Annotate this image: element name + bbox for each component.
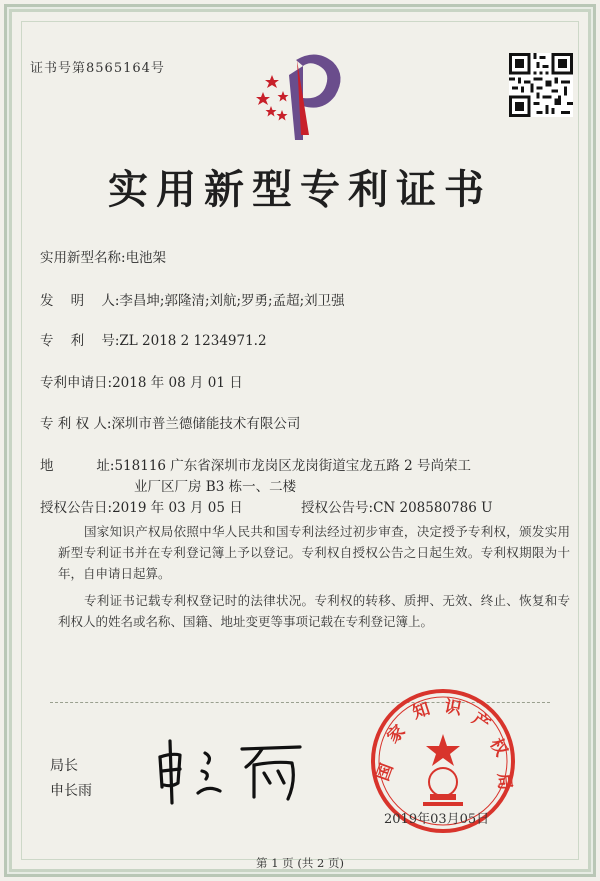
- field-grant-date: [40, 496, 243, 516]
- grant-no-value: CN 208580786 U: [373, 500, 493, 516]
- app-date-value: 2018 年 08 月 01 日: [112, 375, 243, 391]
- field-utility-model-name: [40, 246, 166, 266]
- certificate-number: 证书号第8565164号: [30, 61, 165, 76]
- grant-date-label: 授权公告日:: [40, 500, 113, 516]
- name-value: 电池架: [125, 250, 167, 266]
- field-patentee: [40, 412, 300, 432]
- grant-no-label: 授权公告号:: [301, 500, 374, 516]
- address-label: 地 址:: [40, 458, 115, 474]
- inventor-value: 李昌坤;郭隆清;刘航;罗勇;孟超;刘卫强: [119, 293, 345, 309]
- svg-text:局: 局: [493, 772, 515, 791]
- owner-value: 深圳市普兰德储能技术有限公司: [111, 416, 301, 432]
- qr-code: [509, 53, 573, 117]
- grant-date-value: 2019 年 03 月 05 日: [112, 500, 243, 516]
- director-title: 局长: [50, 758, 78, 774]
- paragraph-grant-notice: 国家知识产权局依照中华人民共和国专利法经过初步审查，决定授予专利权，颁发实用新型专利证书并在专利登记簿上予以登记。专利权自授权公告之日起生效。专利权期限为十年，自申请日起算。: [58, 524, 570, 581]
- director-name: 申长雨: [50, 783, 92, 799]
- inventor-label: 发 明 人:: [40, 293, 120, 309]
- owner-label: 专 利 权 人:: [40, 416, 112, 432]
- field-address: [40, 454, 471, 474]
- page-number: 第 1 页 (共 2 页): [256, 856, 344, 870]
- svg-text:权: 权: [485, 735, 512, 760]
- svg-text:国: 国: [372, 760, 398, 784]
- svg-text:识: 识: [442, 696, 463, 720]
- director-signature: [150, 735, 315, 805]
- field-application-date: [40, 371, 243, 391]
- patent-value: ZL 2018 2 1234971.2: [119, 333, 267, 349]
- seal-date: 2019年03月05日: [384, 812, 490, 827]
- field-patent-number: [40, 329, 267, 349]
- field-inventors: [40, 289, 345, 309]
- name-label: 实用新型名称:: [40, 250, 126, 266]
- svg-text:知: 知: [410, 699, 433, 724]
- patent-label: 专 利 号:: [40, 333, 120, 349]
- address-value-line1: 518116 广东省深圳市龙岗区龙岗街道宝龙五路 2 号尚荣工: [114, 458, 471, 474]
- address-value-line2: 业厂区厂房 B3 栋一、二楼: [134, 479, 297, 495]
- svg-text:家: 家: [383, 721, 410, 748]
- field-grant-number: [301, 496, 492, 516]
- paragraph-legal-status: 专利证书记载专利权登记时的法律状况。专利权的转移、质押、无效、终止、恢复和专利权人的姓名或名称、国籍、地址变更等事项记载在专利登记簿上。: [58, 593, 570, 629]
- patent-office-emblem: [251, 40, 361, 140]
- svg-text:产: 产: [468, 708, 494, 735]
- certificate-title: 实用新型专利证书: [108, 166, 492, 213]
- app-date-label: 专利申请日:: [40, 375, 113, 391]
